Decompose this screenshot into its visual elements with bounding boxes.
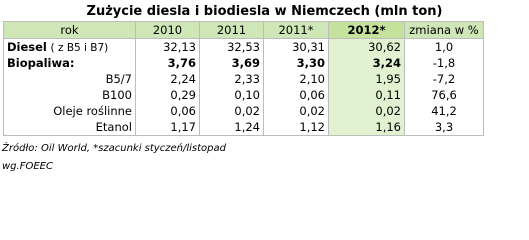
cell-value: 0,29	[136, 87, 200, 103]
table-row	[4, 55, 484, 71]
cell-value: 1,12	[264, 119, 329, 136]
cell-value: 1,16	[329, 119, 405, 136]
cell-value: 30,31	[264, 39, 329, 56]
cell-value: 0,06	[136, 103, 200, 119]
cell-value: 30,62	[329, 39, 405, 56]
cell-change: 41,2	[405, 103, 484, 119]
column-header: 2010	[136, 22, 200, 39]
cell-value: 0,06	[264, 87, 329, 103]
column-header: 2011	[200, 22, 264, 39]
cell-change: 76,6	[405, 87, 484, 103]
cell-value: 32,53	[200, 39, 264, 56]
cell-value: 3,76	[136, 55, 200, 71]
cell-change: 1,0	[405, 39, 484, 56]
column-header: zmiana w %	[405, 22, 484, 39]
column-header: rok	[4, 22, 136, 39]
cell-value: 2,10	[264, 71, 329, 87]
table-row	[4, 87, 484, 103]
row-label: Biopaliwa:	[4, 55, 136, 71]
row-label: Etanol	[4, 119, 136, 136]
cell-value: 1,17	[136, 119, 200, 136]
cell-value: 1,24	[200, 119, 264, 136]
cell-change: 3,3	[405, 119, 484, 136]
column-header: 2012*	[329, 22, 405, 39]
cell-value: 0,02	[264, 103, 329, 119]
cell-value: 0,11	[329, 87, 405, 103]
row-label-text: Diesel	[7, 40, 47, 54]
table-title: Zużycie diesla i biodiesla w Niemczech (mln ton)	[86, 4, 443, 19]
table-row	[4, 119, 484, 136]
cell-value: 3,30	[264, 55, 329, 71]
cell-value: 2,24	[136, 71, 200, 87]
cell-change: -7,2	[405, 71, 484, 87]
cell-value: 0,02	[200, 103, 264, 119]
column-header: 2011*	[264, 22, 329, 39]
data-table	[3, 21, 484, 136]
header-row	[4, 22, 484, 39]
row-label	[4, 39, 136, 56]
row-label: B5/7	[4, 71, 136, 87]
cell-value: 1,95	[329, 71, 405, 87]
row-label: Oleje roślinne	[4, 103, 136, 119]
cell-value: 0,02	[329, 103, 405, 119]
table-row	[4, 71, 484, 87]
cell-value: 2,33	[200, 71, 264, 87]
cell-value: 32,13	[136, 39, 200, 56]
table-row	[4, 103, 484, 119]
cell-change: -1,8	[405, 55, 484, 71]
credit-footnote: wg.FOEEC	[2, 161, 53, 172]
row-label-sub: ( z B5 i B7)	[50, 42, 109, 54]
table-row	[4, 39, 484, 56]
cell-value: 3,24	[329, 55, 405, 71]
source-footnote: Źródło: Oil World, *szacunki styczeń/listopad	[2, 143, 226, 154]
cell-value: 0,10	[200, 87, 264, 103]
row-label: B100	[4, 87, 136, 103]
cell-value: 3,69	[200, 55, 264, 71]
